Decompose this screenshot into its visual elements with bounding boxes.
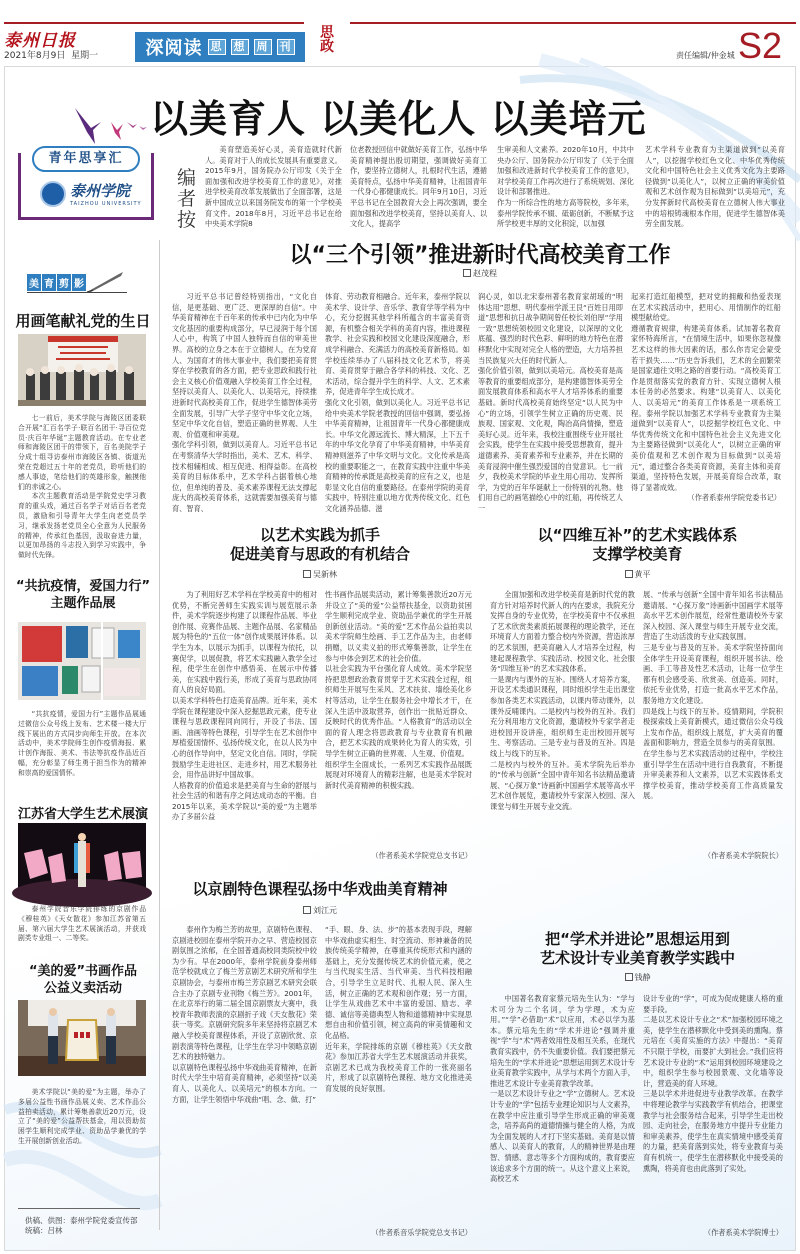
article-byline: 刘江元 [165, 905, 475, 916]
section-box: 想 [231, 39, 249, 55]
column-name: 思政 [320, 25, 334, 55]
paragraph: 中国著名教育家蔡元培先生认为：“学与术可分为二个名词，学为学理，术为应用。”“学”必借助“术”以应用，术必以学为基本。蔡元培先生的“学术并进论”强调并重视“学”与“术”两者效用性及相互关系，在现代教育实践中，仍不失重要价值。我们要把蔡元培先生的“学术并进论”思想运用到艺术设计专业美育教学实践中，从学与术两个方面入手，推进艺术设计专业美育教学改革。 一是以艺术设计专业之“学”立德树人。艺术设计专业的“学”包括专业理论知识与人文素养，在教学中应注重引导学生形成正确的审美观念，培养高尚的道德情操与健全的人格，为成为全面发展的人才打下坚实基础。美育是以情感人、以美育人的教育，人的精神世界是由理智、情感、意志等多个方面构成的，教育要应该追求多个方面的统一。从这个意义上来说，高校艺术 [490, 994, 635, 1184]
tag-underline [27, 292, 127, 293]
section-box: 刊 [277, 39, 295, 55]
birds-icon [65, 100, 155, 150]
sidebar-item-body [18, 1088, 146, 1158]
article-column [631, 292, 781, 495]
editor-note-column [497, 145, 634, 229]
paper-logo: 泰州日报 [4, 31, 76, 51]
credit-line: 供稿、供图：泰州学院党委宣传部 [25, 1216, 138, 1225]
performance-photo [18, 823, 146, 893]
section-banner [135, 32, 305, 62]
sidebar-item-body [18, 710, 146, 785]
article-column [172, 292, 317, 513]
issue-date [4, 48, 98, 61]
article-column [172, 590, 317, 870]
sidebar-item-title: 江苏省大学生艺术展演 [17, 807, 148, 822]
masthead-rule-left [4, 22, 304, 24]
title-line: 支撑学校美育 [592, 545, 683, 563]
sidebar-item-title [8, 578, 158, 612]
credits [25, 1216, 138, 1236]
article-byline: 吴新林 [165, 569, 475, 580]
editor-note-text: 位老教授回信中就做好美育工作，弘扬中华美育精神提出殷切期望，强调做好美育工作，要坚持立德树人，扎根时代生活，遵循美育特点，弘扬中华美育精神，让祖国青年一代身心都健康成长。同年9月10日，习近平总书记在全国教育大会上再次强调，要全面加强和改进学校美育，坚持以美育人、以文化人，提高学 [350, 145, 487, 229]
title-line: 促进美育与思政的有机结合 [229, 545, 410, 563]
university-name: 泰州学院 [70, 182, 131, 200]
editor-credit: 责任编辑/仲金城 [676, 51, 735, 60]
paragraph: “共抗疫情，爱国力行”主题作品展通过微信公众号线上发布、艺术楼一楼大厅线下展出的方式同步向师生开放。在本次活动中，美术学院师生创作疫情海报、累计创作海报、美术、书法等抗疫作品近百幅，充分彰显了师生勇于担当作为的精神和崇高的爱国情怀。 [18, 710, 146, 777]
article-title [485, 526, 790, 564]
university-en-name: TAIZHOU UNIVERSITY [70, 201, 142, 207]
author-note: （作者系美术学院党总支书记） [371, 851, 472, 860]
paragraph: 为了利用好艺术学科在学校美育中的相对优势，不断完善师生实践实训与展览展示条件，美术学院逐步构建了以课程作品展、毕业创作展、竞赛作品展、主题作品展、名家精品展为特色的“五位一体”创作成果展评体系。以学生为本，以展示为抓手，以课程为依托，以赛促学，以展促教，将艺术实践融入教学全过程，使学生在创作中感悟美、在展示中传播美，在实践中践行美，形成了美育与思政协同育人的良好局面。 以美术学科特色打造美育品牌。近年来，美术学院在课程建设中深入挖掘思政元素，使专业课程与思政课程同向同行，开设了书法、国画、油画等特色课程，引导学生在艺术创作中厚植爱国情怀、弘扬传统文化，在以人民为中心的创作导向中，坚定文化自信。同时，学院鼓励学生走进社区、走进乡村，用艺术服务社会，用作品讲好中国故事。 人格教育的价值追求是把美育与生命的舒展与社会生活的和谐有序之间达成动态的平衡。自2015年以来，美术学院以“美的爱”为主题举办了多届公益 [172, 590, 317, 822]
article-column [490, 590, 635, 870]
section-tag [27, 274, 86, 291]
section-label: 深阅读 [145, 38, 203, 59]
article-byline: 赵茂程 [170, 268, 790, 279]
paragraph: 泰州作为梅兰芳的故里，京剧特色课程、京剧进校园在泰州学院开办之早、营造校园京剧氛围之浓郁，在全国普通高校同类院校中较为少有。早在2000年，泰州学院前身泰州师范学校就成立了梅兰芳京剧艺术研究所和学生京剧协会，与泰州市梅兰芳京剧艺术研究会联合主办了京剧专业刊物《梅兰芳》。2001年，在北京举行的第二届全国京剧票友大赛中，我校青年教师表演的京剧折子戏《天女散花》荣获一等奖。京剧研究院多年来坚持将京剧艺术融入学校美育课程体系，开设了京剧欣赏、京剧表演等特色课程，让学生在学习中领略京剧艺术的独特魅力。 以京剧特色课程弘扬中华戏曲美育精神，在新时代大学生中培育美育精神，必须坚持“以美育人、以美化人、以美培元”的根本方向。一方面，让学生领悟中华戏曲“唱、念、做、打” [172, 925, 317, 1104]
tag-char: 美 [27, 274, 41, 291]
paragraph: 美术学院以“美的爱”为主题，举办了多届公益性书画作品展义卖、艺术作品公益拍卖活动，累计筹集善款近20万元，设立了“美的爱”公益帮扶基金，用以资助贫困学生顺利完成学业、资助品学兼优的学生开展创新创业活动。 [18, 1088, 146, 1145]
sidebar-item-body [18, 414, 146, 560]
title-line: 把“学术并进论”思想运用到 [545, 930, 730, 948]
title-line: 艺术设计专业美育教学实践中 [539, 949, 735, 967]
paragraph: 体育、劳动教育相融合。近年来，泰州学院以美术学、设计学、音乐学、教育学等学科为中心，充分挖掘其他学科所蕴含的丰富美育资源，有机整合相关学科的美育内容，推进课程教学、社会实践和校园文化建设深度融合，形成学科融合、充满活力的高校美育新格局。如学校连续举办了八届科技文化艺术节，将美育、美育贯穿于融合各学科的科技、文化、艺术活动，综合提升学生的科学、人文、艺术素养，促进青年学生成长成才。 强化文化引领，做到以美化人。习近平总书记给中央美术学院老教授的回信中强调，要弘扬中华美育精神，让祖国青年一代身心都健康成长。中华文化源远流长、博大精深，上下五千年的中华文化孕育了中华美育精神，中华美育精神则滋养了中华文明与文化。文化传承是高校的重要职能之一，在教育实践中注重中华美育精神的传承既是高校美育的应有之义，也是彰显文化自信的重要路径。在泰州学院的美育实践中，特别注重以地方优秀传统文化、红色文化涵养品德、滋 [325, 292, 470, 513]
author-note: （作者系美术学院院长） [703, 851, 783, 860]
university-logo [40, 180, 142, 207]
paragraph: 起来打造红船模型，把对党的拥戴和热爱表现在艺术实践活动中，把用心、用情制作的红船模型献给党。 遵循教育规律，构建美育体系。试加著名教育家怀特海所言，“在情境生活中，如果你忽视像艺术这样的伟大因素的话，那么你肯定会蒙受若干损失……”历史告诉我们，艺术的全面繁荣是国家通往文明之路的首要行动。“高校美育工作是贯彻落实党的教育方针、实现立德树人根本任务的必然要求。构建“以美育人、以美化人、以美培元”的美育工作体系是一项系统工程。泰州学院以加强艺术学科专业教育为主渠道做到“以美育人”，以挖掘学校红色文化、中华优秀传统文化和中国特色社会主义先进文化为主要路径做到“以美化人”，以树立正确的审美价值观和艺术创作观为目标做到“以美培元”，通过整合各类美育资源，美育主体和美育渠道，坚持特色发展，开展美育综合改革，取得了显著成效。 [631, 292, 781, 492]
article-column [325, 590, 472, 846]
weekday-text: 星期一 [71, 51, 99, 61]
title-line: “共抗疫情，爱国力行” [15, 579, 151, 594]
article-column [490, 994, 635, 1244]
editor-note-text: 生审美和人文素养。2020年10月，中共中央办公厅、国务院办公厅印发了《关于全面加强和改进新时代学校美育工作的意见》，对学校美育工作再次进行了系统规划、深化设计和部署推进。 作为一所综合性的地方高等院校，多年来，泰州学院传承不辍、砥砺创新，不断赋予这所学校更丰厚的文化积淀，以加强 [497, 145, 634, 229]
title-line: 以艺术实践为抓手 [259, 526, 380, 544]
paragraph: 全面加强和改进学校美育是新时代党的教育方针对培养时代新人的内在要求，我院充分发挥自身的专业优势，在学校美育中不仅承担了艺术欣赏类素质拓展课程的理论教学，还在环境育人方面着力整合校内外资源，营造浓厚的艺术氛围，把美育融入人才培养全过程，构建起课程教学、实践活动、校园文化、社会服务“四维互补”的艺术实践体系。 一是课内与课外的互补。围绕人才培养方案，开设艺术类通识课程，同时组织学生走出课堂参加各类艺术实践活动，以课内带动课外，以课外反哺课内。二是校内与校外的互补。我们充分利用地方文化资源，邀请校外专家学者走进校园开设讲座，组织师生走出校园开展写生、考察活动。三是专业与普及的互补。四是线上与线下的互补。 二是校内与校外的互补。美术学院先后举办的“传承与创新”全国中青年知名书法精品邀请展、“心探万象”诗画新中国画学术展等高水平艺术创作展览，邀请校外专家深入校园、深入课堂与师生开展专业交流。 [490, 590, 635, 811]
masthead-rule-right [350, 22, 796, 24]
charity-sale-photo [18, 1000, 146, 1076]
editor-note-column [205, 145, 342, 229]
tag-char: 育 [42, 274, 56, 291]
tag-char: 影 [72, 274, 86, 291]
article-column [325, 292, 470, 513]
sidebar-divider [159, 240, 160, 1230]
sidebar-item-title: 用画笔献礼党的生日 [15, 312, 151, 330]
title-line: 主题作品展 [50, 596, 116, 611]
group-photo [18, 334, 146, 406]
article-title: 以“三个引领”推进新时代高校美育工作 [289, 243, 671, 268]
editor-note-column [645, 145, 785, 229]
paragraph: 设计专业的“学”，可成为促成健康人格的重要手段。 二是以艺术设计专业之“术”加强校园环境之美，使学生在潜移默化中受到美的熏陶。蔡元培在《美育实施的方法》中提出：“美育不只限于学校，而要扩大到社会。”我们应将艺术设计专业的“术”运用到校园环境建设之中，组织学生参与校园景观、文化墙等设计，营造美的育人环境。 三是以学术并进促进专业教学改革。在教学中将理论教学与实践教学有机结合，把课堂教学与社会服务结合起来，引导学生走出校园、走向社会，在服务地方中提升专业能力和审美素养，使学生在真实情境中感受美育的力量，把美育落到实处，将专业教育与美育有机统一，使学生在潜移默化中接受美的熏陶，将美育也由此落到了实处。 [643, 994, 783, 1173]
article-column [478, 292, 623, 513]
page-number: S2 [738, 25, 783, 66]
paragraph: 性书画作品展卖活动，累计筹集善款近20万元并设立了“美的爱”公益帮扶基金，以资助贫困学生顺利完成学业、资助品学兼优的学生开展创新创业活动。“美的爱”艺术作品公益拍卖以美术学院师生绘画、手工艺作品为主，由老师捐赠，以义卖义拍的形式筹集善款，让学生在参与中体会到艺术的社会价值。 以社会实践为平台强化育人成效。美术学院坚持把思想政治教育贯穿于艺术实践全过程，组织师生开展写生采风、艺术扶贫、墙绘美化乡村等活动，让学生在服务社会中增长才干，在深入生活中汲取营养，创作出一批贴近群众、反映时代的优秀作品。“人格教育”的活动以全面的育人理念将思政教育与专业教育有机融合，把艺术实践的成果转化为育人的实效，引导学生树立正确的世界观、人生观、价值观。 组织学生全面成长，一系列艺术实践作品展既展现对环境育人的精彩注解，也是美术学院对新时代美育精神的积极实践。 [325, 590, 472, 790]
section-box: 思 [208, 39, 226, 55]
article-column [643, 994, 783, 1222]
tag-char: 剪 [57, 274, 71, 291]
paragraph: 七一前后，美术学院与海陵区团委联合开展“汇百名学子·联百名团干·寻百位党员·庆百年华诞”主题教育活动。在专业老师和海陵区团干的带领下，百名美院学子分成十组寻访泰州市海陵区各镇、街道光荣在党超过五十年的老党员，聆听他们的感人事迹，笔绘他们的英雄形象，触摸他们的赤诚之心。 [18, 414, 146, 491]
exhibition-photo [18, 622, 146, 700]
author-note: （作者系泰州学院党委书记） [687, 493, 781, 502]
article-title [485, 930, 790, 968]
credit-line: 统稿：吕林 [25, 1226, 63, 1235]
title-line: 以“四维互补”的艺术实践体系 [537, 526, 738, 544]
main-headline: 以美育人 以美化人 以美培元 [150, 97, 647, 141]
paragraph: “手、眼、身、法、步”的基本表现手段，理解中华戏曲虚实相生、时空流动、形神兼备的民族传统美学精神，在尊重其传统形式和内涵的基础上，充分发掘传统艺术的价值元素，使之与当代现实生活、当代审美、当代科技相融合，引导学生立足时代、扎根人民、深入生活，树立正确的艺术观和创作观；另一方面，让学生从戏曲艺术中丰富的爱国、励志、孝德、诚信等美德典型人物和道德精神中实现思想自由和价值引领，树立高尚的审美情趣和文化品格。 近年来，学院排练的京剧《穆桂英》《天女散花》参加江苏省大学生艺术展演活动并获奖，京剧艺术已成为我校美育工作的一张亮丽名片，形成了以京剧特色课程、地方文化推进美育发展的良好氛围。 [325, 925, 472, 1093]
author-note: （作者系音乐学院党总支书记） [371, 1228, 472, 1237]
editor-note-text: 美育塑造美好心灵，美育造就时代新人。美育对于人的成长发展具有重要意义。2015年9月，国务院办公厅印发《关于全面加强和改进学校美育工作的意见》，对推进学校美育改革发展做出了全面部署，这是新中国成立以来国务院发布的第一个学校美育文件。2018年8月，习近平总书记在给中央美术学院8 [205, 145, 342, 229]
sidebar-item-title [8, 963, 158, 997]
article-column [325, 925, 472, 1223]
credits-rule [18, 1208, 140, 1209]
title-line: “美的爱”书画作品 [28, 964, 138, 979]
editor-note-text: 艺术学科专业教育为主渠道做到“以美育人”，以挖掘学校红色文化、中华优秀传统文化和中国特色社会主义优秀文化为主要路径做到“以美化人”，以树立正确的审美价值观和艺术创作观为目标做到“以美培元”，充分发挥新时代高校美育在立德树人伟大事业中的培根铸魂根本作用，促进学生德智体美劳全面发展。 [645, 145, 785, 229]
article-column [172, 925, 317, 1243]
date-text: 2021年8月9日 [4, 51, 66, 61]
article-title [165, 526, 475, 564]
author-note: （作者系美术学院博士） [703, 1228, 783, 1237]
paragraph: 习近平总书记曾经特别指出，“文化自信，是更基础、更广泛、更深厚的自信”。中华美育精神在千百年来的传承中已内化为中华文化基因的重要构成部分，早已浸润于每个国人心中，构筑了中国人独特而自信的审美世界。高校的立身之本在于立德树人，在为党育人、为国育才的伟大事业中，我们要把美育贯穿在学校教育的各方面，把专业思政和践行社会主义核心价值观融入学校美育工作全过程，坚持以美育人、以美化人、以美培元，持续推进新时代高校美育工作，促进学生德智体美劳全面发展，引导广大学子坚守中华文化立场，坚定中华文化自信，塑造正确的世界观、人生观、价值观和审美观。 强化学科引领，做到以美育人。习近平总书记在考察清华大学时指出，美术、艺术、科学、技术相辅相成、相互促进、相得益彰。在高校美育的目标体系中，艺术学科占据着核心地位，但单纯的普及、美术素养课程无法支撑起庞大的高校美育体系，这就需要加强美育与德育、智育、 [172, 292, 317, 513]
article-byline: 黄平 [485, 569, 790, 580]
article-byline: 钱静 [485, 972, 790, 983]
editor-note-label: 编者按 [177, 167, 197, 231]
column-badge-title: 青年思享汇 [32, 146, 140, 172]
section-box: 周 [254, 39, 272, 55]
pen-nib-icon [85, 270, 125, 294]
paragraph: 本次主题教育活动是学院党史学习教育的重头戏，通过百名学子对话百名老党员，激励和引导青年大学生向老党员学习，继承发扬老党员全心全意为人民服务的精神，传承红色基因，汲取奋进力量，以更加昂扬的斗志投入到学习实践中，争做时代先锋。 [18, 492, 146, 560]
paragraph: 泰州学院音乐学院排练的京剧作品《穆桂英》《天女散花》参加江苏省第五届、第六届大学生艺术展演活动，并获戏剧类专业组一、二等奖。 [18, 905, 146, 943]
paragraph: 润心灵，如以北宋泰州著名教育家胡瑗的“明体达用”思想、明代泰州学派王艮“百姓日用即道”思想和抗日战争期间曾任校长刘伯厚“学用一致”思想统领校园文化建设，以深厚的文化底蕴、强烈的时代色彩、鲜明的地方特色在潜移默化中实现对完全人格的塑造，大力培养担当民族复兴大任的时代新人。 强化价值引领，做到以美培元。高校美育是高等教育的重要组成部分，是构建德智体美劳全面发展教育体系和高水平人才培养体系的重要基础。新时代高校美育始终坚定“以人民为中心”的立场，引领学生树立正确的历史观、民族观、国家观、文化观，陶冶高尚情操，塑造美好心灵。近年来，我校注重围绕专业开展社会实践，使学生在实践中接受思想教育，提升道德素养、美育素养和专业素养，并在长期的美育浸润中催生强烈爱国的自觉意识。七一前夕，我校美术学院的毕业生用心用功、发挥所学，为党的百年华诞献上一份特别的礼物。他们用自己的画笔描绘心中的红船，再传统艺人一 [478, 292, 623, 513]
article-title: 以京剧特色课程弘扬中华戏曲美育精神 [192, 880, 448, 898]
title-line: 公益义卖活动 [43, 981, 122, 996]
editor-note-column [350, 145, 487, 229]
sidebar-item-body [18, 905, 146, 947]
paragraph: 展、“传承与创新”全国中青年知名书法精品邀请展、“心探万象”诗画新中国画学术展等高水平艺术创作展览，经常性邀请校外专家深入校园、深入课堂与师生开展专业交流，营造了生动活泼的专业实践氛围。 三是专业与普及的互补。美术学院坚持面向全体学生开设美育课程，组织开展书法、绘画、手工等普及性艺术活动，让每一位学生都有机会感受美、欣赏美、创造美。同时，依托专业优势，打造一批高水平艺术作品，服务地方文化建设。 四是线上与线下的互补。疫情期间，学院积极探索线上美育新模式，通过微信公众号线上发布作品，组织线上展览，扩大美育的覆盖面和影响力，营造全员参与的美育氛围。 在学生参与艺术实践活动的过程中，学校注重引导学生在活动中进行自我教育，不断提升审美素养和人文素养，以艺术实践体系支撑学校美育，推动学校美育工作高质量发展。 [643, 590, 783, 801]
article-column [643, 590, 783, 846]
university-emblem-icon [40, 181, 66, 207]
